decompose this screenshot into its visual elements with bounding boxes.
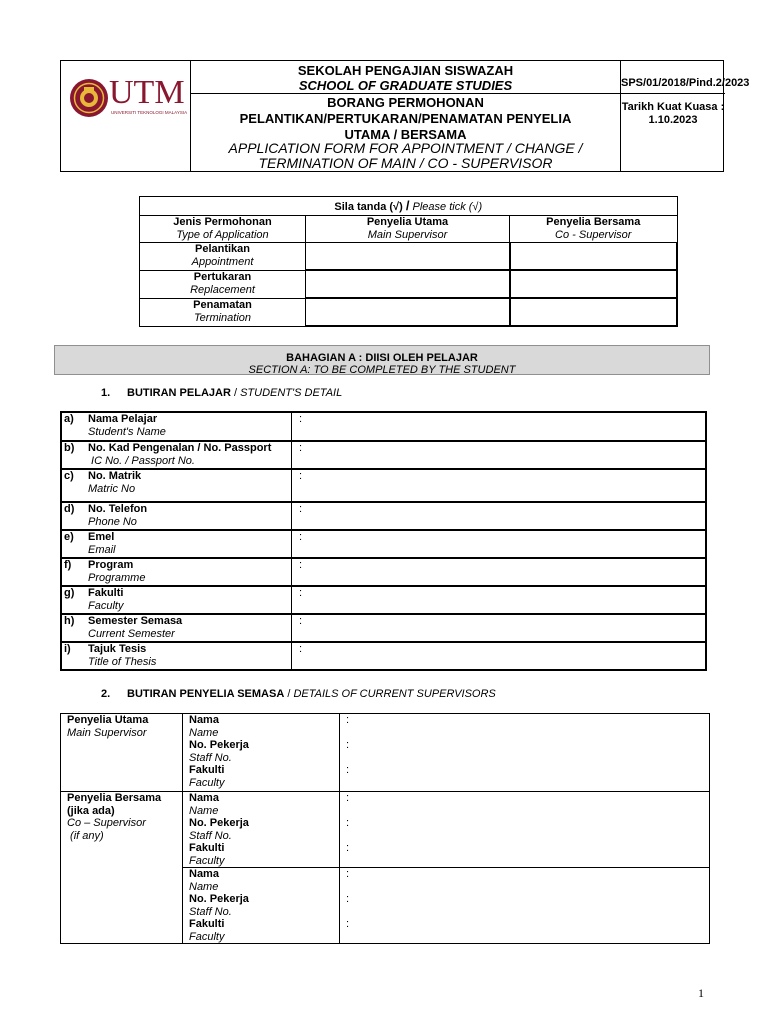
matric-no-field[interactable]: : (292, 469, 707, 502)
tick-box-appointment-main[interactable] (306, 243, 510, 271)
table-row: Nama Name No. Pekerja Staff No. Fakulti Faculty : : : (61, 868, 710, 944)
column-header: Jenis Permohonan Type of Application (140, 216, 306, 243)
column-header: Penyelia Utama Main Supervisor (306, 216, 510, 243)
table-row: e) Emel Email : (61, 530, 706, 558)
tick-box-appointment-co[interactable] (510, 243, 678, 271)
co-supervisor-1-values[interactable]: : : : (340, 792, 710, 868)
table-row: i) Tajuk Tesis Title of Thesis : (61, 642, 706, 670)
row-label: Penamatan Termination (140, 298, 306, 326)
row-label: Pertukaran Replacement (140, 270, 306, 298)
ic-passport-field[interactable]: : (292, 441, 707, 469)
row-label: Pelantikan Appointment (140, 243, 306, 271)
application-type-table (139, 196, 678, 327)
tick-box-termination-main[interactable] (306, 298, 510, 326)
table-row: b) No. Kad Pengenalan / No. Passport IC No. / Passport No. : (61, 441, 706, 469)
logo-subtext: UNIVERSITI TEKNOLOGI MALAYSIA (111, 110, 188, 115)
current-semester-field[interactable]: : (292, 614, 707, 642)
form-title-ms: BORANG PERMOHONAN PELANTIKAN/PERTUKARAN/PENAMATAN PENYELIA UTAMA / BERSAMA (239, 95, 572, 142)
section-a-banner: BAHAGIAN A : DIISI OLEH PELAJAR SECTION A: TO BE COMPLETED BY THE STUDENT (54, 345, 710, 375)
phone-field[interactable]: : (292, 502, 707, 530)
effective-date: Tarikh Kuat Kuasa : 1.10.2023 (621, 101, 725, 126)
tick-box-replacement-co[interactable] (510, 270, 678, 298)
email-field[interactable]: : (292, 530, 707, 558)
section-heading-student: 1. (101, 387, 111, 399)
tick-box-replacement-main[interactable] (306, 270, 510, 298)
co-supervisor-2-values[interactable]: : : : (340, 868, 710, 944)
table-row: f) Program Programme : (61, 558, 706, 586)
page-number: 1 (698, 986, 704, 1000)
programme-field[interactable]: : (292, 558, 707, 586)
student-details-table (60, 411, 707, 671)
student-name-field[interactable]: : (299, 413, 303, 425)
tick-box-termination-co[interactable] (510, 298, 678, 326)
main-supervisor-label: Penyelia Utama Main Supervisor (61, 714, 183, 792)
main-supervisor-values[interactable]: : : : (340, 714, 710, 792)
form-title-block (191, 61, 621, 171)
table-row: d) No. Telefon Phone No : (61, 502, 706, 530)
school-name-en: SCHOOL OF GRADUATE STUDIES (298, 78, 513, 93)
section-heading-supervisor: 2. (101, 688, 111, 700)
school-name-ms: SEKOLAH PENGAJIAN SISWAZAH (297, 63, 514, 78)
reference-number: SPS/01/2018/Pind.2/2023 (621, 77, 750, 89)
supervisor-details-table (60, 713, 710, 944)
table-row: c) No. Matrik Matric No : (61, 469, 706, 502)
tick-instruction: Sila tanda (√) / Please tick (√) (140, 197, 678, 216)
form-reference-block (621, 61, 750, 171)
faculty-field[interactable]: : (292, 586, 707, 614)
co-supervisor-label: Penyelia Bersama (jika ada) Co – Supervisor (if any) (61, 792, 183, 944)
table-row: a) Nama Pelajar Student's Name : (61, 412, 706, 441)
section-heading-student-title: BUTIRAN PELAJAR / STUDENT'S DETAIL (127, 387, 343, 399)
logo-wordmark: UTM (109, 74, 185, 111)
utm-logo (61, 61, 191, 171)
thesis-title-field[interactable]: : (292, 642, 707, 670)
form-title-en: APPLICATION FORM FOR APPOINTMENT / CHANGE / TERMINATION OF MAIN / CO - SUPERVISOR (228, 140, 583, 171)
section-heading-supervisor-title: BUTIRAN PENYELIA SEMASA / DETAILS OF CURRENT SUPERVISORS (127, 688, 496, 700)
form-header (60, 60, 750, 172)
table-row: Penyelia Bersama (jika ada) Co – Supervisor (if any) Nama Name No. Pekerja Staff No. Fakulti Faculty : : : (61, 792, 710, 868)
table-row: h) Semester Semasa Current Semester : (61, 614, 706, 642)
column-header: Penyelia Bersama Co - Supervisor (510, 216, 678, 243)
table-row: g) Fakulti Faculty : (61, 586, 706, 614)
table-row: Penyelia Utama Main Supervisor Nama Name No. Pekerja Staff No. Fakulti Faculty : : : (61, 714, 710, 792)
